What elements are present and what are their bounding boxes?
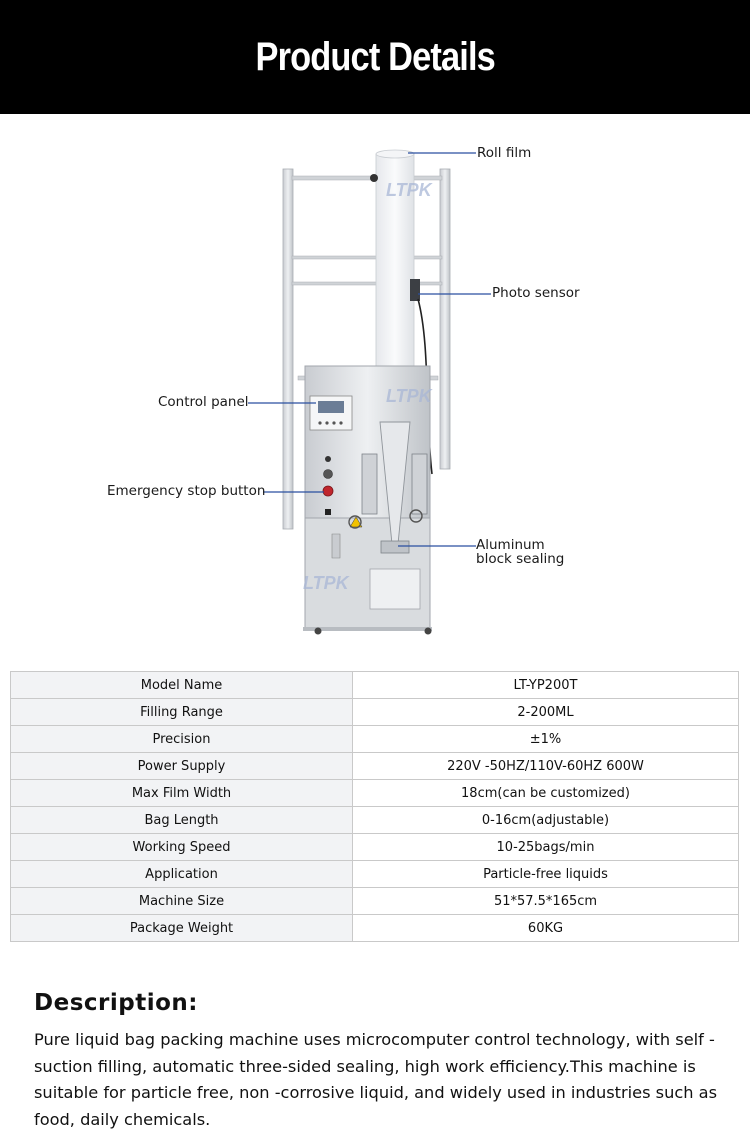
callout-aluminum-line2: block sealing <box>476 551 565 567</box>
table-row <box>11 672 739 699</box>
description-body: Pure liquid bag packing machine uses microcomputer control technology, with self -suction filling, automatic three-sided sealing, high work efficiency.This machine is suitable for particle free, non -corrosive liquid, and widely used in industries such as food, daily chemicals. <box>34 1030 718 1129</box>
machine-illustration <box>0 114 750 654</box>
description-title: Description: <box>34 990 198 1016</box>
spec-key: Filling Range <box>11 699 353 726</box>
spec-value: 60KG <box>353 915 739 942</box>
page-title: Product Details <box>255 34 495 79</box>
table-row <box>11 807 739 834</box>
table-row <box>11 780 739 807</box>
callout-control-panel: Control panel <box>158 394 249 410</box>
spec-value: 10-25bags/min <box>353 834 739 861</box>
table-row <box>11 726 739 753</box>
table-row <box>11 834 739 861</box>
spec-key: Application <box>11 861 353 888</box>
spec-key: Bag Length <box>11 807 353 834</box>
table-row <box>11 753 739 780</box>
header-banner <box>0 0 750 114</box>
watermark-top: LTPK <box>386 180 432 200</box>
specs-table <box>10 671 739 942</box>
table-row <box>11 861 739 888</box>
spec-key: Model Name <box>11 672 353 699</box>
machine-figure <box>0 114 750 654</box>
callout-emergency-stop: Emergency stop button <box>107 483 266 499</box>
spec-key: Package Weight <box>11 915 353 942</box>
watermark-bottom: LTPK <box>303 573 349 593</box>
spec-value: LT-YP200T <box>353 672 739 699</box>
table-row <box>11 915 739 942</box>
spec-value: 220V -50HZ/110V-60HZ 600W <box>353 753 739 780</box>
spec-value: 51*57.5*165cm <box>353 888 739 915</box>
spec-value: 0-16cm(adjustable) <box>353 807 739 834</box>
spec-value: ±1% <box>353 726 739 753</box>
spec-key: Power Supply <box>11 753 353 780</box>
watermark-mid: LTPK <box>386 386 432 406</box>
spec-key: Machine Size <box>11 888 353 915</box>
table-row <box>11 888 739 915</box>
callout-photo-sensor: Photo sensor <box>492 285 580 301</box>
spec-value: Particle-free liquids <box>353 861 739 888</box>
table-row <box>11 699 739 726</box>
spec-value: 18cm(can be customized) <box>353 780 739 807</box>
spec-key: Precision <box>11 726 353 753</box>
callout-roll-film: Roll film <box>477 145 532 161</box>
callout-aluminum-line1: Aluminum <box>476 537 545 553</box>
spec-value: 2-200ML <box>353 699 739 726</box>
spec-key: Working Speed <box>11 834 353 861</box>
control-panel <box>310 396 352 430</box>
spec-key: Max Film Width <box>11 780 353 807</box>
